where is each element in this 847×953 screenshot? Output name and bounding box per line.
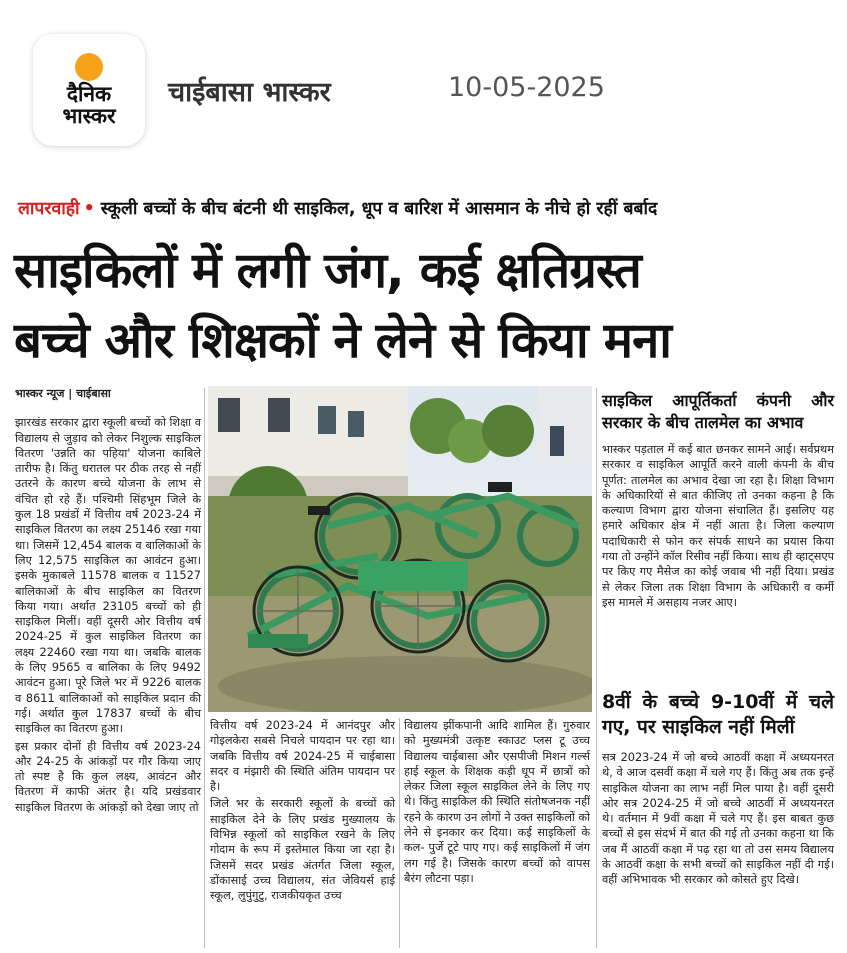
- column-divider: [399, 718, 400, 948]
- article-column-1: [15, 386, 201, 817]
- paragraph: झारखंड सरकार द्वारा स्कूली बच्चों को शिक्षा व विद्यालय से जुड़ाव को लेकर निशुल्क साइकिल वितरण 'उन्नति का पहिया' योजना काबिले तारीफ है। किंतु धरातल पर ठीक तरह से नहीं उतरने के कारण बच्चे योजना के लाभ से वंचित हो रहे हैं। पश्चिमी सिंहभूम जिले के कुल 18 प्रखंडों में वित्तीय वर्ष 2023-24 में साइकिल वितरण का लक्ष्य 25146 रखा गया था। जिसमें 12,454 बालक व बालिकाओं के लिए 12,575 साइकिल का आवंटन हुआ। इसके मुकाबले 11578 बालक व 11527 बालिकाओं के बीच साइकिल का वितरण किया गया। अर्थात 23105 बच्चों को ही साइकिल मिलीं। वहीं दूसरी ओर वित्तीय वर्ष 2024-25 में कुल साइकिल वितरण का लक्ष्य 22460 रखा गया था। जबकि बालक के लिए 9565 व बालिका के लिए 9492 आवंटन हुआ। पूरे जिले भर में 9226 बालक व 8611 बालिकाओं को साइकिल प्रदान की गई। अर्थात कुल 17837 बच्चों के बीच साइकिल का वितरण हुआ।: [15, 416, 201, 736]
- article-column-4-section-2: [602, 690, 834, 890]
- dainik-bhaskar-logo[interactable]: [33, 34, 145, 146]
- bullet-icon: •: [83, 199, 95, 219]
- column-divider: [204, 388, 205, 948]
- sun-icon: [75, 53, 103, 81]
- paragraph: सत्र 2023-24 में जो बच्चे आठवीं कक्षा में अध्ययनरत थे, वे आज दसवीं कक्षा में चले गए हैं। किंतु अब तक इन्हें साइकिल योजना का लाभ नहीं मिल पाया है। वहीं दूसरी ओर सत्र 2024-25 में जो बच्चे आठवीं में अध्ययनरत थे। वर्तमान में 9वीं कक्षा में चले गए हैं। इस बाबत कुछ बच्चों से इस संदर्भ में बात की गई तो उनका कहना था कि जब मैं आठवीं कक्षा में पढ़ रहा था तो उस समय विद्यालय के आठवीं कक्षा के सभी बच्चों को साइकिल नहीं दी गई। वहीं अभिभावक भी सरकार को कोसते हुए दिखे।: [602, 751, 834, 887]
- headline-line-2: बच्चे और शिक्षकों ने लेने से किया मना: [14, 312, 671, 369]
- logo-text-bottom: भास्कर: [62, 104, 116, 128]
- news-photo: [208, 386, 592, 712]
- article-column-3: [404, 718, 590, 888]
- logo-text-top: दैनिक: [66, 82, 112, 106]
- kicker-text: स्कूली बच्चों के बीच बंटनी थी साइकिल, धूप व बारिश में आसमान के नीचे हो रहीं बर्बाद: [100, 199, 658, 219]
- column-divider: [596, 388, 597, 948]
- paragraph: विद्यालय झींकपानी आदि शामिल हैं। गुरुवार को मुख्यमंत्री उत्कृष्ट स्काउट प्लस टू उच्च विद्यालय चाईबासा और एसपीजी मिशन गर्ल्स हाई स्कूल के शिक्षक कड़ी धूप में छात्रों को लेकर जिला स्कूल साइकिल लेने के लिए गए थे। किंतु साइकिल की स्थिति संतोषजनक नहीं रहने के कारण उन लोगों ने उक्त साइकिलों को लेने से इनकार कर दिया। कई साइकिलों के कल- पुर्जे टूटे पाए गए। कई साइकिलों में जंग लग गई है। जिसके कारण बच्चों को वापस बैरंग लौटना पड़ा।: [404, 719, 590, 885]
- publish-date: 10-05-2025: [448, 72, 605, 103]
- paragraph: इस प्रकार दोनों ही वित्तीय वर्ष 2023-24 और 24-25 के आंकड़ों पर गौर किया जाए तो स्पष्ट है कि कुल लक्ष्य, आवंटन और वितरण में काफी अंतर है। यदि प्रखंडवार साइकिल वितरण के आंकड़ों को देखा जाए तो: [15, 739, 201, 814]
- headline-line-1: साइकिलों में लगी जंग, कई क्षतिग्रस्त: [14, 242, 641, 299]
- kicker-tag: लापरवाही: [18, 199, 80, 219]
- rusted-bicycles-image: [208, 386, 592, 712]
- article-column-4: [602, 390, 834, 612]
- subheading-2: 8वीं के बच्चे 9-10वीं में चले गए, पर साइकिल नहीं मिलीं: [602, 691, 834, 738]
- edition-name: चाईबासा भास्कर: [168, 77, 331, 108]
- kicker: [18, 196, 838, 220]
- subheading: साइकिल आपूर्तिकर्ता कंपनी और सरकार के बीच तालमेल का अभाव: [602, 391, 834, 432]
- article-column-2: [210, 718, 395, 906]
- header: [0, 0, 847, 175]
- byline: भास्कर न्यूज | चाईबासा: [15, 387, 111, 400]
- paragraph: वित्तीय वर्ष 2023-24 में आनंदपुर और गोइलकेरा सबसे निचले पायदान पर रहा था। जबकि वित्तीय वर्ष 2024-25 में चाईबासा सदर व मंझारी की स्थिति अंतिम पायदान पर है।: [210, 719, 395, 794]
- paragraph: भास्कर पड़ताल में कई बात छनकर सामने आई। सर्वप्रथम सरकार व साइकिल आपूर्ति करने वाली कंपनी के बीच पूर्णत: तालमेल का अभाव देखा जा रहा है। शिक्षा विभाग के अधिकारियों से बात कीजिए तो उनका कहना है कि कल्याण विभाग द्वारा योजना संचालित हैं। इसलिए यह हमारे अधिकार क्षेत्र में नहीं आता है। जिला कल्याण पदाधिकारी से फोन कर संपर्क साधने का प्रयास किया गया तो उन्होंने कॉल रिसीव नहीं किया। साथ ही व्हाट्सएप पर किए गए मैसेज का कोई जवाब भी नहीं दिया। प्रखंड से लेकर जिला तक शिक्षा विभाग के अधिकारी व कर्मी इस मामले में असहाय नजर आए।: [602, 443, 834, 609]
- paragraph: जिले भर के सरकारी स्कूलों के बच्चों को साइकिल देने के लिए प्रखंड मुख्यालय के विभिन्न स्कूलों को साइकिल रखने के लिए गोदाम के रूप में इस्तेमाल किया जा रहा है। जिसमें सदर प्रखंड अंतर्गत जिला स्कूल, डोंकासाई उच्च विद्यालय, संत जेवियर्स हाई स्कूल, लुपुंगुटु, राजकीयकृत उच्च: [210, 797, 395, 903]
